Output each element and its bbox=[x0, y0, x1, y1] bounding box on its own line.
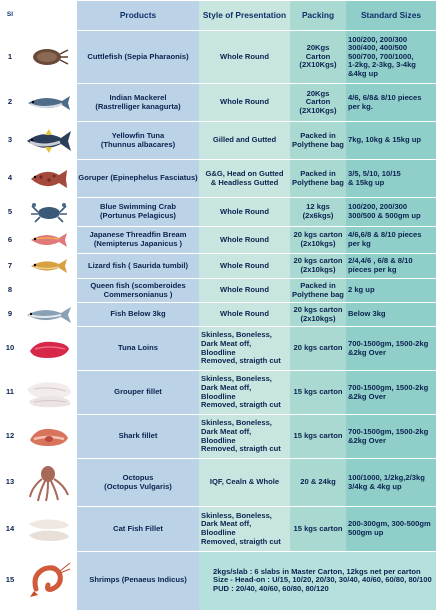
mackerel-image bbox=[20, 84, 77, 122]
packing: 20 kgs carton (2x10kgs) bbox=[290, 227, 346, 254]
grouper-fillet-image bbox=[20, 371, 77, 415]
row-sl: 15 bbox=[0, 552, 20, 610]
table-row bbox=[0, 459, 436, 507]
packing: 20 & 24kg bbox=[290, 459, 346, 507]
crab-image bbox=[20, 198, 77, 227]
standard-sizes: 100/200, 200/300 300/400, 400/500 500/700, 700/1000, 1-2kg, 2-3kg, 3-4kg &4kg up bbox=[346, 31, 436, 84]
row-sl: 5 bbox=[0, 198, 20, 227]
row-sl: 8 bbox=[0, 279, 20, 303]
row-sl: 7 bbox=[0, 254, 20, 279]
standard-sizes: 700-1500gm, 1500-2kg &2kg Over bbox=[346, 415, 436, 459]
header-style: Style of Presentation bbox=[199, 1, 290, 31]
packing: 20 kgs carton (2x10kgs) bbox=[290, 254, 346, 279]
threadfin-bream-image bbox=[20, 227, 77, 254]
row-sl: 6 bbox=[0, 227, 20, 254]
table-row bbox=[0, 254, 436, 279]
table-row bbox=[0, 198, 436, 227]
standard-sizes: 2/4,4/6 , 6/8 & 8/10 pieces per kg bbox=[346, 254, 436, 279]
row-sl: 12 bbox=[0, 415, 20, 459]
product-name: Shark fillet bbox=[77, 415, 199, 459]
presentation-style: Whole Round bbox=[199, 279, 290, 303]
table-row bbox=[0, 303, 436, 327]
product-name: Tuna Loins bbox=[77, 327, 199, 371]
queen-fish-image bbox=[20, 303, 77, 327]
row-sl: 14 bbox=[0, 507, 20, 552]
product-name: Fish Below 3kg bbox=[77, 303, 199, 327]
table-row bbox=[0, 279, 436, 303]
standard-sizes: 4/6,6/8 & 8/10 pieces per kg bbox=[346, 227, 436, 254]
standard-sizes: 100/1000, 1/2kg,2/3kg 3/4kg & 4kg up bbox=[346, 459, 436, 507]
product-name: Cat Fish Fillet bbox=[77, 507, 199, 552]
row-sl: 1 bbox=[0, 31, 20, 84]
octopus-image bbox=[20, 459, 77, 507]
presentation-style: Skinless, Boneless, Dark Meat off, Bloodline Removed, straigth cut bbox=[199, 507, 290, 552]
standard-sizes: 3/5, 5/10, 10/15 & 15kg up bbox=[346, 160, 436, 198]
product-name: Lizard fish ( Saurida tumbil) bbox=[77, 254, 199, 279]
packing: 20 kgs carton (2x10kgs) bbox=[290, 303, 346, 327]
presentation-style: G&G, Head on Gutted & Headless Gutted bbox=[199, 160, 290, 198]
header-products: Products bbox=[77, 1, 199, 31]
row-sl: 11 bbox=[0, 371, 20, 415]
product-name: Blue Swimming Crab (Portunus Pelagicus) bbox=[77, 198, 199, 227]
presentation-style: Whole Round bbox=[199, 198, 290, 227]
packing: Packed in Polythene bag bbox=[290, 160, 346, 198]
row-sl: 10 bbox=[0, 327, 20, 371]
presentation-style: Whole Round bbox=[199, 31, 290, 84]
standard-sizes: 4/6, 6/8& 8/10 pieces per kg. bbox=[346, 84, 436, 122]
table-row bbox=[0, 227, 436, 254]
table-row bbox=[0, 327, 436, 371]
packing: Packed in Polythene bag bbox=[290, 122, 346, 160]
catfish-fillet-image bbox=[20, 507, 77, 552]
presentation-style: Skinless, Boneless, Dark Meat off, Bloodline Removed, straigth cut bbox=[199, 371, 290, 415]
shrimp-detail: 2kgs/slab : 6 slabs in Master Carton, 12kgs net per carton Size - Head-on : U/15, 10/20, 20/30, 30/40, 40/60, 60/80, 80/100 PUD : 20/40, 40/60, 60/80, 80/120 bbox=[199, 552, 436, 610]
tuna-loin-image bbox=[20, 327, 77, 371]
grouper-image bbox=[20, 160, 77, 198]
table-row bbox=[0, 84, 436, 122]
packing: 15 kgs carton bbox=[290, 371, 346, 415]
table-row bbox=[0, 415, 436, 459]
packing: 15 kgs carton bbox=[290, 507, 346, 552]
packing: 12 kgs (2x6kgs) bbox=[290, 198, 346, 227]
product-name: Octopus (Octopus Vulgaris) bbox=[77, 459, 199, 507]
cuttlefish-image bbox=[20, 31, 77, 84]
presentation-style: Skinless, Boneless, Dark Meat off, Bloodline Removed, straigth cut bbox=[199, 327, 290, 371]
tuna-image bbox=[20, 122, 77, 160]
presentation-style: Whole Round bbox=[199, 84, 290, 122]
standard-sizes: Below 3kg bbox=[346, 303, 436, 327]
product-name: Goruper (Epinephelus Fasciatus) bbox=[77, 160, 199, 198]
presentation-style: IQF, Cealn & Whole bbox=[199, 459, 290, 507]
standard-sizes: 700-1500gm, 1500-2kg &2kg Over bbox=[346, 327, 436, 371]
product-name: Indian Mackerel (Rastrelliger kanagurta) bbox=[77, 84, 199, 122]
presentation-style: Whole Round bbox=[199, 227, 290, 254]
header-packing: Packing bbox=[290, 1, 346, 31]
table-row bbox=[0, 371, 436, 415]
product-name: Cuttlefish (Sepia Pharaonis) bbox=[77, 31, 199, 84]
header-row bbox=[0, 1, 436, 31]
presentation-style: Skinless, Boneless, Dark Meat off, Bloodline Removed, straigth cut bbox=[199, 415, 290, 459]
row-sl: 2 bbox=[0, 84, 20, 122]
product-name: Japanese Threadfin Bream (Nemipterus Japanicus ) bbox=[77, 227, 199, 254]
packing: 15 kgs carton bbox=[290, 415, 346, 459]
packing: 20Kgs Carton (2X10Kgs) bbox=[290, 84, 346, 122]
product-name: Grouper fillet bbox=[77, 371, 199, 415]
image-placeholder bbox=[20, 279, 77, 303]
lizard-fish-image bbox=[20, 254, 77, 279]
product-name: Shrimps (Penaeus Indicus) bbox=[77, 552, 199, 610]
standard-sizes: 200-300gm, 300-500gm 500gm up bbox=[346, 507, 436, 552]
standard-sizes: 700-1500gm, 1500-2kg &2kg Over bbox=[346, 371, 436, 415]
row-sl: 13 bbox=[0, 459, 20, 507]
header-image-col bbox=[20, 1, 77, 31]
standard-sizes: 7kg, 10kg & 15kg up bbox=[346, 122, 436, 160]
presentation-style: Whole Round bbox=[199, 254, 290, 279]
table-row bbox=[0, 160, 436, 198]
presentation-style: Whole Round bbox=[199, 303, 290, 327]
standard-sizes: 100/200, 200/300 300/500 & 500gm up bbox=[346, 198, 436, 227]
product-name: Queen fish (scomberoides Commersonianus ) bbox=[77, 279, 199, 303]
packing: Packed in Polythene bag bbox=[290, 279, 346, 303]
header-sl: Sl bbox=[0, 1, 20, 31]
packing: 20Kgs Carton (2X10Kgs) bbox=[290, 31, 346, 84]
table-row bbox=[0, 122, 436, 160]
table-row bbox=[0, 31, 436, 84]
row-sl: 4 bbox=[0, 160, 20, 198]
packing: 20 kgs carton bbox=[290, 327, 346, 371]
row-sl: 9 bbox=[0, 303, 20, 327]
row-sl: 3 bbox=[0, 122, 20, 160]
presentation-style: Gilled and Gutted bbox=[199, 122, 290, 160]
header-sizes: Standard Sizes bbox=[346, 1, 436, 31]
shark-fillet-image bbox=[20, 415, 77, 459]
standard-sizes: 2 kg up bbox=[346, 279, 436, 303]
table-row bbox=[0, 507, 436, 552]
product-name: Yellowfin Tuna (Thunnus albacares) bbox=[77, 122, 199, 160]
